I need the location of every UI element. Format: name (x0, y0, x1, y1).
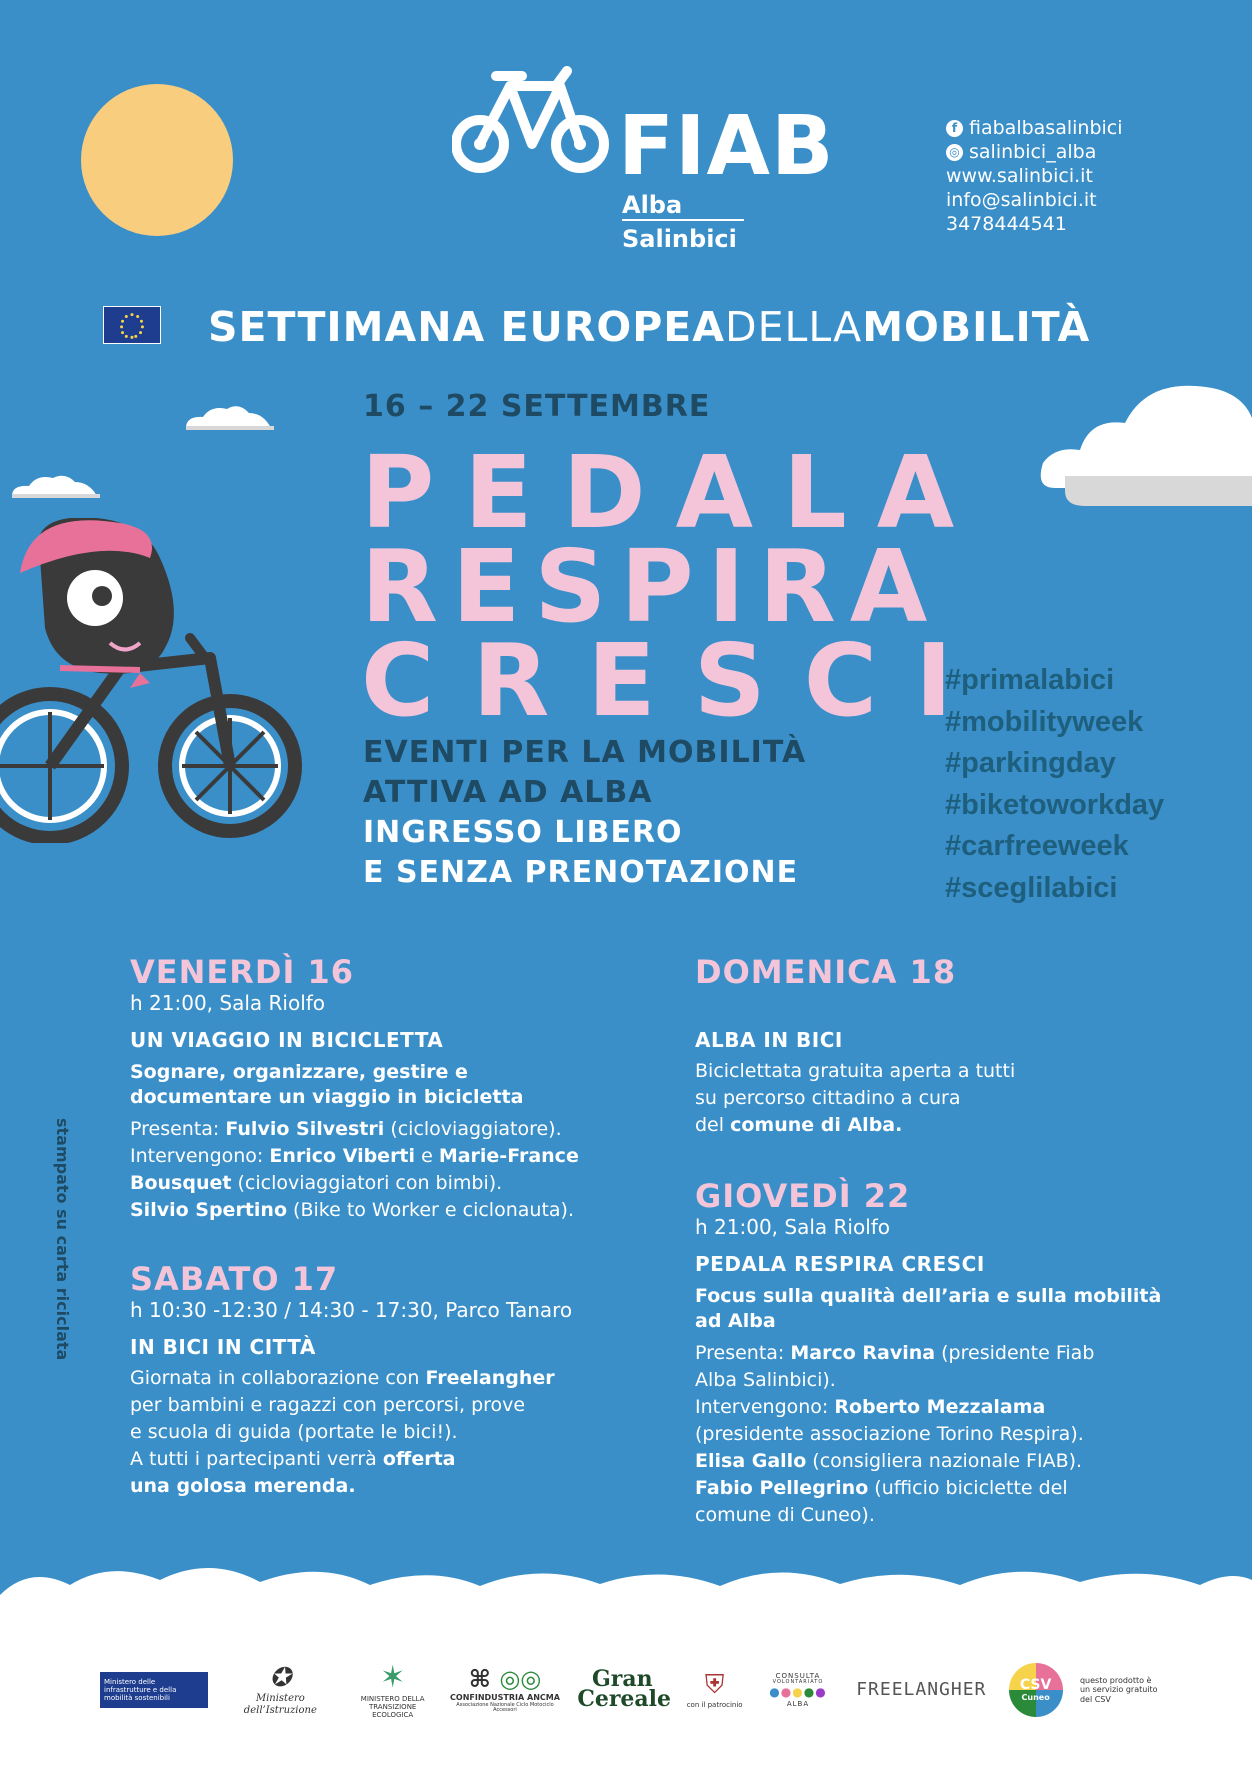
event-when: h 10:30 -12:30 / 14:30 - 17:30, Parco Tanaro (130, 1298, 573, 1323)
ancma-logo-icon: ⌘ ◎◎ (468, 1664, 542, 1693)
event-title: IN BICI IN CITTÀ (130, 1335, 316, 1360)
bicycle-logo-icon (452, 66, 612, 181)
event-line: Biciclettata gratuita aperta a tutti (695, 1060, 1016, 1083)
sponsor-freelangher: FREELANGHER (856, 1678, 987, 1700)
event-line: Giornata in collaborazione con Freelangher (130, 1367, 555, 1390)
event-line: e scuola di guida (portate le bici!). (130, 1421, 458, 1444)
event-line: Presenta: Fulvio Silvestri (cicloviaggiatore). (130, 1118, 562, 1141)
sponsor-ancma: ⌘ ◎◎ CONFINDUSTRIA ANCMA Associazione Nazionale Ciclo Motociclo Accessori (450, 1664, 560, 1714)
website-link[interactable]: www.salinbici.it (946, 165, 1093, 187)
dots-icon: ●●●●● (769, 1684, 827, 1699)
emblem-icon: ✪ (269, 1662, 292, 1693)
sponsor-consulta: CONSULTA VOLONTARIATO ●●●●● ALBA (762, 1672, 834, 1708)
event-dates: 16 – 22 SETTEMBRE (363, 389, 711, 424)
cloud-top-right (1025, 358, 1252, 508)
sponsor-gran-cereale: Gran Cereale (577, 1666, 672, 1712)
event-title: UN VIAGGIO IN BICICLETTA (130, 1028, 444, 1053)
eu-flag-icon (103, 306, 161, 344)
events-intro-white (363, 813, 798, 893)
hashtag[interactable]: #sceglilabici (945, 871, 1118, 904)
sponsor-mit: Ministero delle infrastrutture e della mobilità sostenibili (100, 1672, 208, 1708)
cloud-small-left (7, 470, 102, 500)
logo-fiab: FIAB (618, 99, 835, 194)
intro-line1: EVENTI PER LA MOBILITÀ (363, 735, 807, 770)
sun-decoration (81, 84, 233, 236)
headline-part3: MOBILITÀ (862, 303, 1091, 351)
event-giovedi (695, 1179, 1161, 1529)
event-sub2: documentare un viaggio in bicicletta (130, 1086, 524, 1109)
headline (208, 303, 1091, 351)
event-when: h 21:00, Sala Riolfo (695, 1215, 891, 1240)
events-intro-dark (363, 733, 806, 813)
event-day: DOMENICA 18 (695, 953, 957, 991)
event-line: (presidente associazione Torino Respira). (695, 1423, 1084, 1446)
event-line: comune di Cuneo). (695, 1504, 875, 1527)
event-line: Silvio Spertino (Bike to Worker e ciclonauta). (130, 1199, 574, 1222)
event-line: Intervengono: Enrico Viberti e Marie-France (130, 1145, 579, 1168)
event-title: ALBA IN BICI (695, 1028, 843, 1053)
headline-part2: DELLA (725, 303, 863, 351)
event-day: VENERDÌ 16 (130, 953, 355, 991)
event-venerdi (130, 955, 579, 1224)
event-domenica (695, 955, 1015, 1139)
phone-number: 3478444541 (946, 213, 1067, 235)
event-when: h 21:00, Sala Riolfo (130, 991, 326, 1016)
sponsor-mite: ✶ MINISTERO DELLA TRANSIZIONE ECOLOGICA (353, 1661, 433, 1720)
logo-alba: Alba (622, 191, 683, 219)
hashtag[interactable]: #mobilityweek (945, 705, 1144, 738)
hashtag[interactable]: #parkingday (945, 747, 1116, 779)
event-sub2: ad Alba (695, 1310, 776, 1333)
event-day: SABATO 17 (130, 1260, 339, 1298)
event-line: Intervengono: Roberto Mezzalama (695, 1396, 1046, 1419)
email-link[interactable]: info@salinbici.it (946, 189, 1097, 211)
event-sabato (130, 1262, 572, 1500)
event-day: GIOVEDÌ 22 (695, 1177, 911, 1215)
event-sub1: Focus sulla qualità dell’aria e sulla mobilità (695, 1285, 1162, 1308)
cyclist-illustration (0, 518, 305, 843)
facebook-icon: f (946, 120, 963, 137)
recycled-paper-note: stampato su carta riciclata (53, 1118, 72, 1361)
event-line: Bousquet (cicloviaggiatori con bimbi). (130, 1172, 503, 1195)
instagram-icon: ◎ (946, 144, 963, 161)
event-line: del comune di Alba. (695, 1114, 903, 1137)
star-icon: ✶ (380, 1659, 406, 1695)
sponsor-csv: CSV Cuneo (1009, 1663, 1063, 1717)
intro-line2: ATTIVA AD ALBA (363, 775, 653, 810)
logo-salinbici: Salinbici (622, 225, 737, 253)
hashtags-list (945, 660, 1164, 909)
event-line: su percorso cittadino a cura (695, 1087, 961, 1110)
sponsors-row (100, 1650, 1160, 1730)
intro-line4: E SENZA PRENOTAZIONE (363, 855, 799, 890)
cloud-small-center (181, 400, 276, 432)
facebook-handle[interactable]: fiabalbasalinbici (969, 117, 1123, 139)
instagram-handle[interactable]: salinbici_alba (969, 141, 1097, 163)
event-sub1: Sognare, organizzare, gestire e (130, 1061, 468, 1084)
event-line: per bambini e ragazzi con percorsi, prove (130, 1394, 526, 1417)
event-line: Elisa Gallo (consigliera nazionale FIAB). (695, 1450, 1083, 1473)
hashtag[interactable]: #primalabici (945, 664, 1115, 696)
event-line: Fabio Pellegrino (ufficio biciclette del (695, 1477, 1068, 1500)
event-line: Presenta: Marco Ravina (presidente Fiab (695, 1342, 1095, 1365)
event-line: Alba Salinbici). (695, 1369, 836, 1392)
hashtag[interactable]: #biketoworkday (945, 788, 1165, 821)
event-title: PEDALA RESPIRA CRESCI (695, 1252, 985, 1277)
event-line: una golosa merenda. (130, 1475, 356, 1498)
hashtag[interactable]: #carfreeweek (945, 830, 1129, 862)
contacts-block (946, 116, 1123, 236)
slogan-cresci: CRESCI (361, 622, 991, 739)
csv-note: questo prodotto è un servizio gratuito del CSV (1079, 1676, 1158, 1704)
sponsor-patrocinio: ⛨ con il patrocinio (685, 1671, 745, 1709)
slogan-pedala: PEDALA (361, 434, 985, 551)
headline-part1: SETTIMANA EUROPEA (208, 303, 726, 351)
intro-line3: INGRESSO LIBERO (363, 815, 683, 850)
sponsor-istruzione: ✪ Ministero dell’Istruzione (225, 1664, 335, 1717)
event-line: A tutti i partecipanti verrà offerta (130, 1448, 456, 1471)
logo-divider (622, 219, 744, 221)
slogan-respira: RESPIRA (361, 528, 942, 645)
city-crest-icon: ⛨ (704, 1670, 725, 1701)
